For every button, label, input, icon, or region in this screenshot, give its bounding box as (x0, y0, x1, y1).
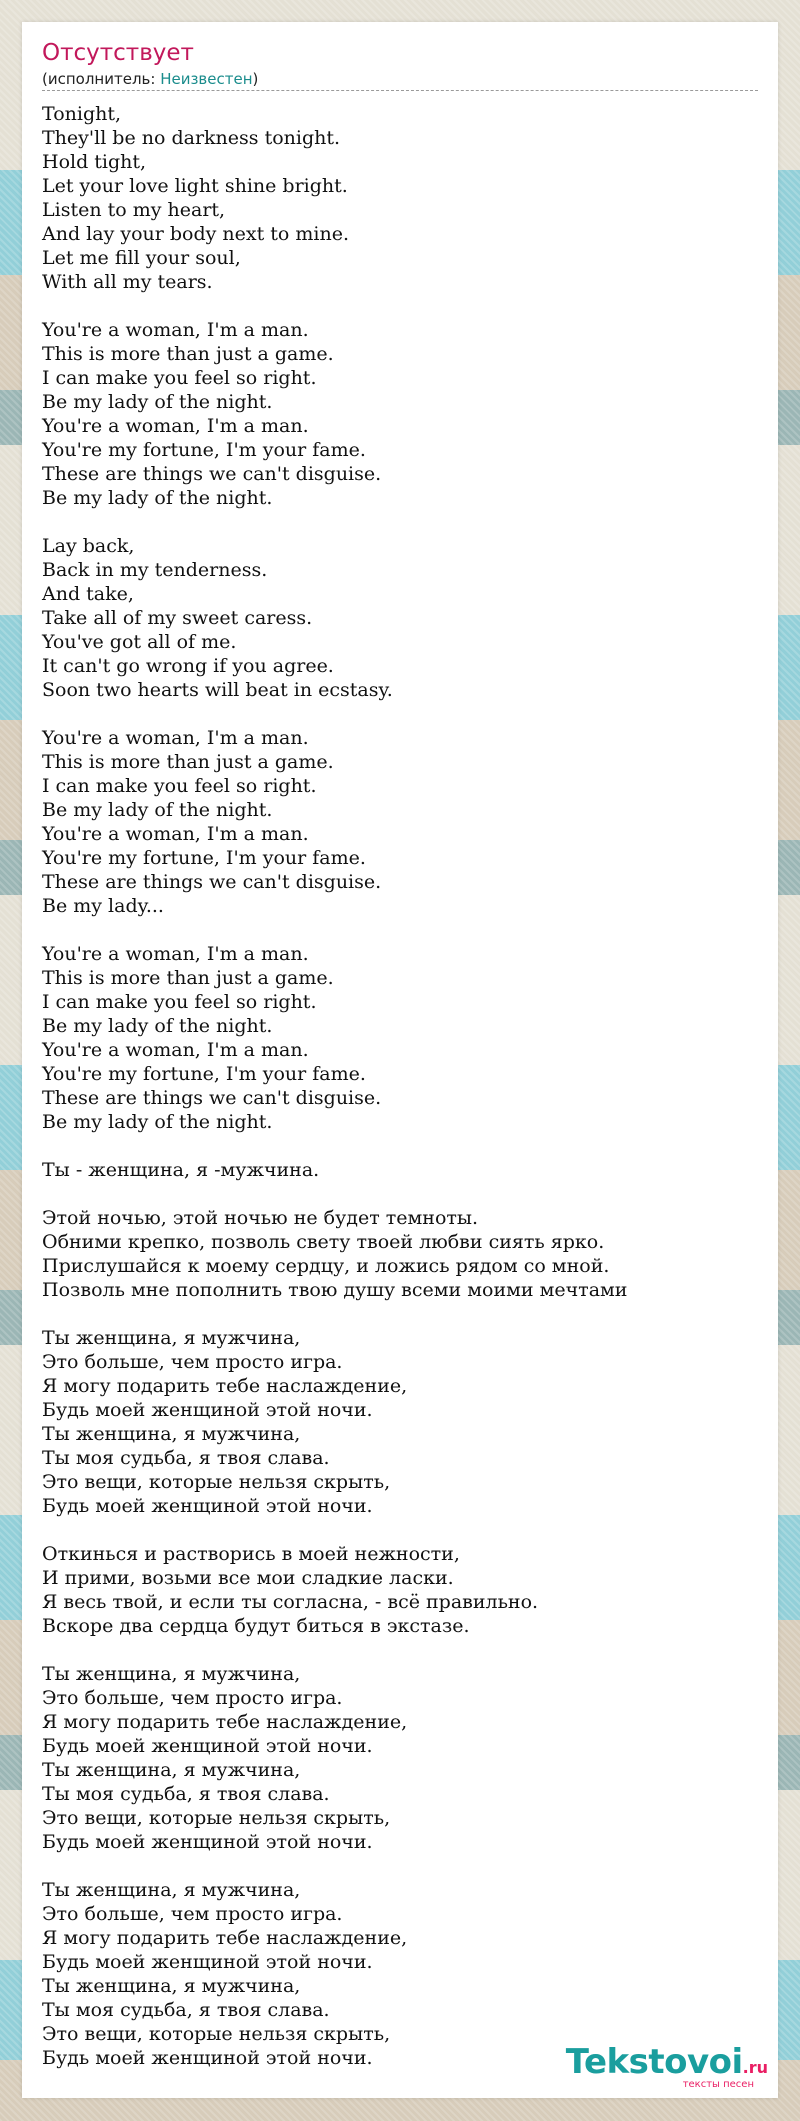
logo-subtitle: тексты песен (682, 2079, 754, 2090)
lyric-line: Будь моей женщиной этой ночи. (42, 1495, 373, 1517)
lyric-line: Это вещи, которые нельзя скрыть, (42, 2023, 391, 2045)
lyric-line: You're my fortune, I'm your fame. (42, 847, 366, 869)
lyric-line: This is more than just a game. (42, 751, 334, 773)
lyric-line: Обними крепко, позволь свету твоей любви сиять ярко. (42, 1231, 605, 1253)
lyric-line: Будь моей женщиной этой ночи. (42, 1831, 373, 1853)
lyric-line: Listen to my heart, (42, 199, 226, 221)
lyric-line: Lay back, (42, 535, 135, 557)
lyric-line: With all my tears. (42, 271, 213, 293)
lyric-line: Будь моей женщиной этой ночи. (42, 1735, 373, 1757)
lyric-line: Ты - женщина, я -мужчина. (42, 1159, 320, 1181)
lyric-line: Откинься и растворись в моей нежности, (42, 1543, 460, 1565)
lyric-line: Ты моя судьба, я твоя слава. (42, 1783, 330, 1805)
lyric-line: You're a woman, I'm a man. (42, 727, 309, 749)
lyric-line: You're a woman, I'm a man. (42, 415, 309, 437)
lyrics-stanza (42, 1158, 627, 1182)
lyric-line: You've got all of me. (42, 631, 237, 653)
lyric-line: Это вещи, которые нельзя скрыть, (42, 1807, 391, 1829)
lyrics-text (42, 102, 627, 2094)
lyric-line: These are things we can't disguise. (42, 871, 382, 893)
lyric-line: They'll be no darkness tonight. (42, 127, 341, 149)
lyric-line: Be my lady of the night. (42, 799, 273, 821)
logo-wordmark: Tekstovoi (565, 2042, 743, 2082)
lyrics-stanza (42, 318, 627, 510)
lyric-line: Be my lady of the night. (42, 391, 273, 413)
lyrics-stanza (42, 1878, 627, 2070)
lyrics-stanza (42, 942, 627, 1134)
lyrics-stanza (42, 1326, 627, 1518)
lyric-line: Ты моя судьба, я твоя слава. (42, 1447, 330, 1469)
lyric-line: Take all of my sweet caress. (42, 607, 313, 629)
lyric-line: Back in my tenderness. (42, 559, 268, 581)
logo-tld: .ru (742, 2058, 768, 2077)
lyrics-stanza (42, 534, 627, 702)
lyric-line: This is more than just a game. (42, 343, 334, 365)
lyric-line: Tonight, (42, 103, 122, 125)
lyric-line: Это больше, чем просто игра. (42, 1903, 343, 1925)
lyric-line: You're my fortune, I'm your fame. (42, 439, 366, 461)
lyric-line: And take, (42, 583, 134, 605)
lyric-line: Я могу подарить тебе наслаждение, (42, 1711, 408, 1733)
lyric-line: Прислушайся к моему сердцу, и ложись рядом со мной. (42, 1255, 610, 1277)
lyric-line: Я могу подарить тебе наслаждение, (42, 1927, 408, 1949)
lyric-line: You're a woman, I'm a man. (42, 1039, 309, 1061)
lyric-line: Ты женщина, я мужчина, (42, 1759, 301, 1781)
lyric-line: Ты женщина, я мужчина, (42, 1423, 301, 1445)
lyric-line: Будь моей женщиной этой ночи. (42, 1399, 373, 1421)
lyric-line: I can make you feel so right. (42, 775, 317, 797)
lyric-line: Be my lady... (42, 895, 164, 917)
lyric-line: Это больше, чем просто игра. (42, 1687, 343, 1709)
lyrics-stanza (42, 726, 627, 918)
lyrics-stanza (42, 1542, 627, 1638)
lyric-line: This is more than just a game. (42, 967, 334, 989)
lyric-line: These are things we can't disguise. (42, 1087, 382, 1109)
artist-link[interactable]: Неизвестен (160, 70, 253, 88)
lyric-line: Be my lady of the night. (42, 1015, 273, 1037)
artist-line (42, 70, 258, 88)
lyric-line: I can make you feel so right. (42, 991, 317, 1013)
lyrics-stanza (42, 1206, 627, 1302)
lyric-line: Let your love light shine bright. (42, 175, 348, 197)
lyric-line: Soon two hearts will beat in ecstasy. (42, 679, 393, 701)
lyric-line: Будь моей женщиной этой ночи. (42, 1951, 373, 1973)
lyric-line: These are things we can't disguise. (42, 463, 382, 485)
lyric-line: Я могу подарить тебе наслаждение, (42, 1375, 408, 1397)
song-title: Отсутствует (42, 40, 194, 66)
artist-prefix: (исполнитель: (42, 70, 161, 88)
lyric-line: Ты женщина, я мужчина, (42, 1975, 301, 1997)
lyric-line: Я весь твой, и если ты согласна, - всё правильно. (42, 1591, 539, 1613)
lyric-line: Вскоре два сердца будут биться в экстазе. (42, 1615, 470, 1637)
lyric-line: I can make you feel so right. (42, 367, 317, 389)
lyrics-stanza (42, 102, 627, 294)
lyric-line: Be my lady of the night. (42, 1111, 273, 1133)
lyric-line: Ты женщина, я мужчина, (42, 1879, 301, 1901)
lyric-line: You're a woman, I'm a man. (42, 823, 309, 845)
lyric-line: Ты моя судьба, я твоя слава. (42, 1999, 330, 2021)
lyric-line: Этой ночью, этой ночью не будет темноты. (42, 1207, 479, 1229)
site-logo[interactable] (565, 2042, 768, 2090)
lyrics-card (22, 22, 778, 2098)
lyric-line: Ты женщина, я мужчина, (42, 1663, 301, 1685)
lyrics-stanza (42, 1662, 627, 1854)
lyric-line: Let me fill your soul, (42, 247, 241, 269)
lyric-line: You're a woman, I'm a man. (42, 943, 309, 965)
lyric-line: Это вещи, которые нельзя скрыть, (42, 1471, 391, 1493)
lyric-line: And lay your body next to mine. (42, 223, 350, 245)
lyric-line: Be my lady of the night. (42, 487, 273, 509)
lyric-line: It can't go wrong if you agree. (42, 655, 334, 677)
lyric-line: Позволь мне пополнить твою душу всеми моими мечтами (42, 1279, 628, 1301)
lyric-line: Будь моей женщиной этой ночи. (42, 2047, 373, 2069)
lyric-line: Ты женщина, я мужчина, (42, 1327, 301, 1349)
lyric-line: Hold tight, (42, 151, 147, 173)
lyric-line: You're a woman, I'm a man. (42, 319, 309, 341)
lyric-line: И прими, возьми все мои сладкие ласки. (42, 1567, 454, 1589)
lyric-line: Это больше, чем просто игра. (42, 1351, 343, 1373)
title-divider (42, 90, 758, 91)
artist-suffix: ) (252, 70, 259, 88)
lyric-line: You're my fortune, I'm your fame. (42, 1063, 366, 1085)
